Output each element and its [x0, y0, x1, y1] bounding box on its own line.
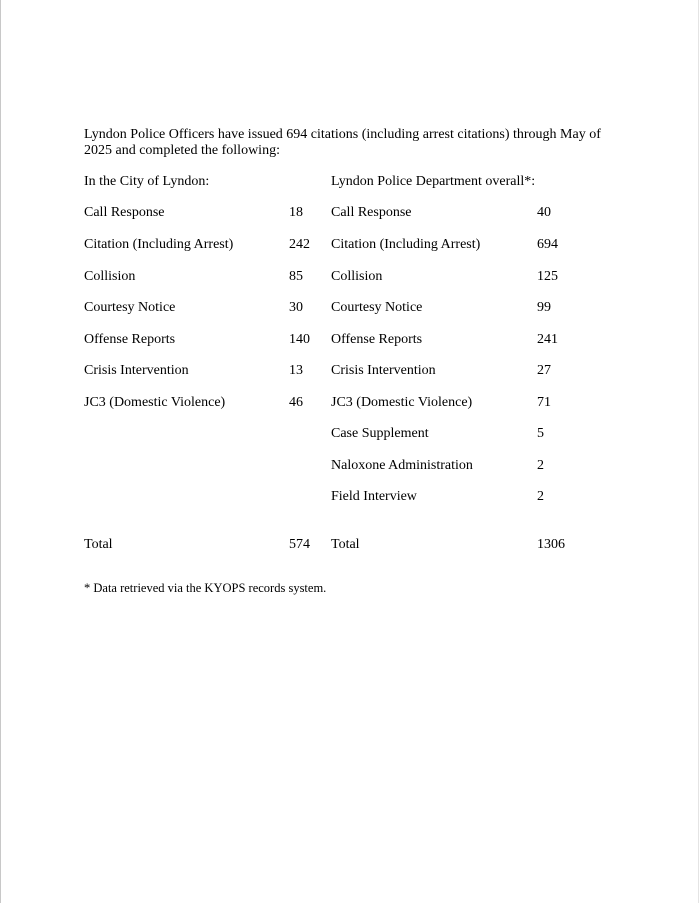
department-row-label: Offense Reports — [331, 332, 423, 347]
department-row-value: 241 — [537, 332, 558, 347]
city-row-value: 13 — [289, 363, 303, 378]
city-row-value: 46 — [289, 395, 303, 410]
department-row-value: 694 — [537, 237, 558, 252]
department-row-value: 2 — [537, 489, 544, 504]
city-row-label: Call Response — [84, 205, 165, 220]
department-row-label: Collision — [331, 269, 383, 284]
footnote: * Data retrieved via the KYOPS records system. — [84, 581, 327, 595]
department-row-label: Naloxone Administration — [331, 458, 473, 473]
department-row-value: 125 — [537, 269, 558, 284]
city-row-label: Courtesy Notice — [84, 300, 176, 315]
department-row-label: Citation (Including Arrest) — [331, 237, 481, 252]
department-row-value: 40 — [537, 205, 551, 220]
city-heading: In the City of Lyndon: — [84, 174, 210, 189]
city-row-value: 18 — [289, 205, 303, 220]
department-row-label: Crisis Intervention — [331, 363, 436, 378]
department-row-value: 27 — [537, 363, 551, 378]
city-row-value: 242 — [289, 237, 310, 252]
department-total-value: 1306 — [537, 537, 565, 552]
city-row-value: 140 — [289, 332, 310, 347]
department-row-value: 5 — [537, 426, 544, 441]
department-total-label: Total — [331, 537, 360, 552]
city-row-value: 30 — [289, 300, 303, 315]
department-row-value: 2 — [537, 458, 544, 473]
department-row-value: 99 — [537, 300, 551, 315]
city-total-label: Total — [84, 537, 113, 552]
city-row-label: JC3 (Domestic Violence) — [84, 395, 226, 410]
department-row-label: Call Response — [331, 205, 412, 220]
department-row-label: Case Supplement — [331, 426, 429, 441]
department-row-value: 71 — [537, 395, 551, 410]
department-row-label: JC3 (Domestic Violence) — [331, 395, 473, 410]
city-row-label: Citation (Including Arrest) — [84, 237, 234, 252]
department-heading: Lyndon Police Department overall*: — [331, 174, 536, 189]
intro-paragraph: Lyndon Police Officers have issued 694 citations (including arrest citations) through May of 2025 and completed the following: — [84, 127, 601, 158]
city-row-label: Crisis Intervention — [84, 363, 189, 378]
city-row-label: Collision — [84, 269, 136, 284]
department-row-label: Courtesy Notice — [331, 300, 423, 315]
city-row-value: 85 — [289, 269, 303, 284]
city-row-label: Offense Reports — [84, 332, 176, 347]
city-total-value: 574 — [289, 537, 310, 552]
department-row-label: Field Interview — [331, 489, 417, 504]
